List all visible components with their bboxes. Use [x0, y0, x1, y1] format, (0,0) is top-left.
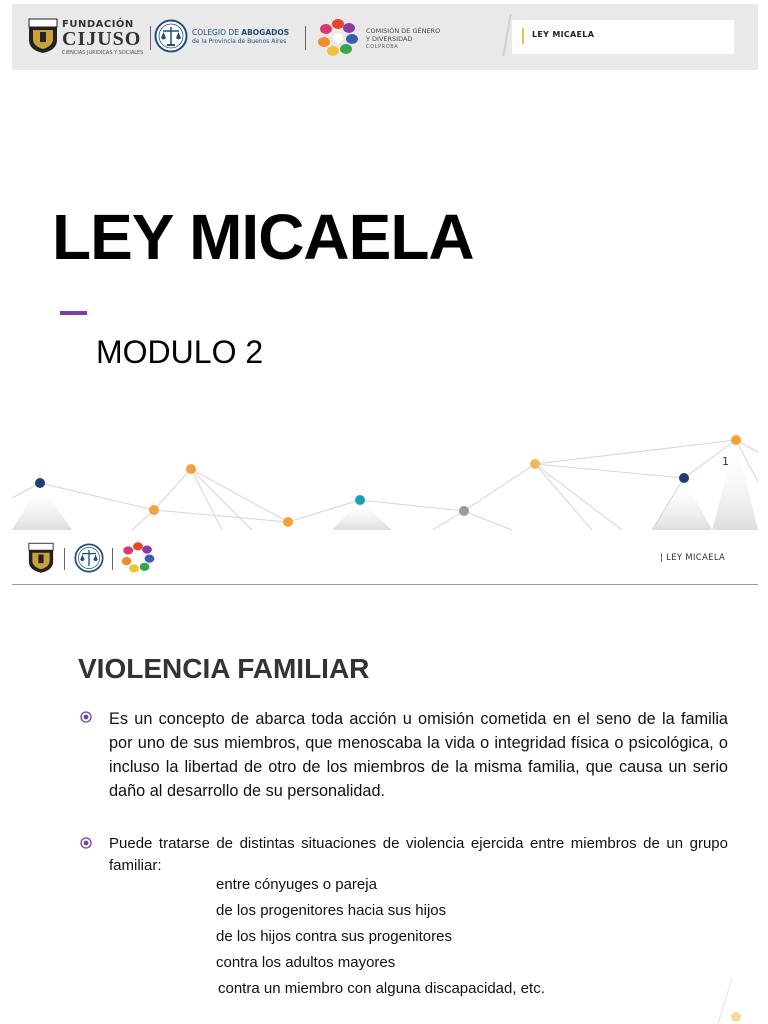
header-divider [112, 548, 113, 570]
network-node [679, 473, 689, 483]
comision-hands-icon [120, 540, 156, 574]
network-node [283, 517, 293, 527]
colegio-province-text: de la Provincia de Buenos Aires [192, 38, 287, 45]
cover-header [12, 4, 758, 70]
logo-colegio-abogados [154, 19, 304, 55]
header-logos-small [28, 540, 158, 576]
bullet-text: Puede tratarse de distintas situaciones de violencia ejercida entre miembros de un grupo familiar: [109, 835, 728, 874]
network-facet [712, 440, 758, 530]
cijuso-name-text: CIJUSO [62, 28, 142, 50]
bullet-item [78, 833, 728, 877]
network-node [186, 464, 196, 474]
colegio-scales-icon [154, 19, 188, 53]
bullet-item [78, 707, 728, 803]
section-title: VIOLENCIA FAMILIAR [78, 653, 370, 684]
slide-violencia-familiar [12, 535, 758, 1024]
header-tag-text: | LEY MICAELA [660, 553, 726, 563]
cover-subtitle: MODULO 2 [96, 334, 264, 370]
slide-cover [12, 4, 758, 530]
tag-accent-bar [522, 28, 524, 44]
list-item: de los progenitores hacia sus hijos [216, 902, 447, 919]
colegio-name-text: COLEGIO DE ABOGADOS [192, 28, 290, 37]
header-divider-line [12, 584, 758, 585]
network-node [35, 478, 45, 488]
cijuso-fundacion-text: FUNDACIÓN [62, 19, 134, 30]
page-number: 1 [722, 455, 729, 468]
logo-comision-genero [316, 17, 466, 57]
network-node [149, 505, 159, 515]
title-accent-dash [60, 311, 87, 315]
cijuso-shield-icon [28, 542, 54, 574]
colegio-scales-icon [74, 543, 104, 573]
network-lines [12, 440, 758, 530]
network-node [355, 495, 365, 505]
network-node [731, 435, 741, 445]
header-divider [305, 26, 306, 50]
comision-line3-text: COLPROBA [366, 44, 399, 50]
header-tag-box [512, 20, 734, 54]
comision-hands-icon [316, 17, 360, 57]
cijuso-shield-icon [28, 18, 58, 54]
cijuso-subtitle-text: CIENCIAS JURIDICAS Y SOCIALES [62, 50, 144, 56]
header-tag-text: LEY MICAELA [532, 30, 595, 39]
bullet-text: Es un concepto de abarca toda acción u omisión cometida en el seno de la familia por uno de sus miembros, que menoscaba la vida o integridad física o psicológica, o incluso la libertad de otro de los miembros de la misma familia, que causa un serio daño al desarrollo de su personalidad. [109, 710, 728, 800]
list-item: entre cónyuges o pareja [216, 876, 377, 893]
cover-title: LEY MICAELA [52, 201, 474, 273]
header-divider [64, 548, 65, 570]
content-header [12, 535, 758, 585]
header-divider [150, 26, 151, 50]
list-item: de los hijos contra sus progenitores [216, 928, 452, 945]
comision-line2-text: Y DIVERSIDAD [366, 35, 413, 43]
network-node [530, 459, 540, 469]
list-item: contra los adultos mayores [216, 954, 396, 971]
bullet-circle-icon [80, 711, 92, 723]
network-decoration [12, 422, 758, 530]
header-slash-decoration [502, 14, 511, 56]
corner-decoration [698, 974, 758, 1024]
network-facet [12, 483, 72, 530]
bullet-circle-icon [80, 837, 92, 849]
comision-line1-text: COMISIÓN DE GÉNERO [366, 27, 441, 35]
logo-fundacion-cijuso [28, 16, 146, 56]
network-facet [652, 478, 712, 530]
network-node [459, 506, 469, 516]
list-item: contra un miembro con alguna discapacidad, etc. [218, 980, 545, 997]
